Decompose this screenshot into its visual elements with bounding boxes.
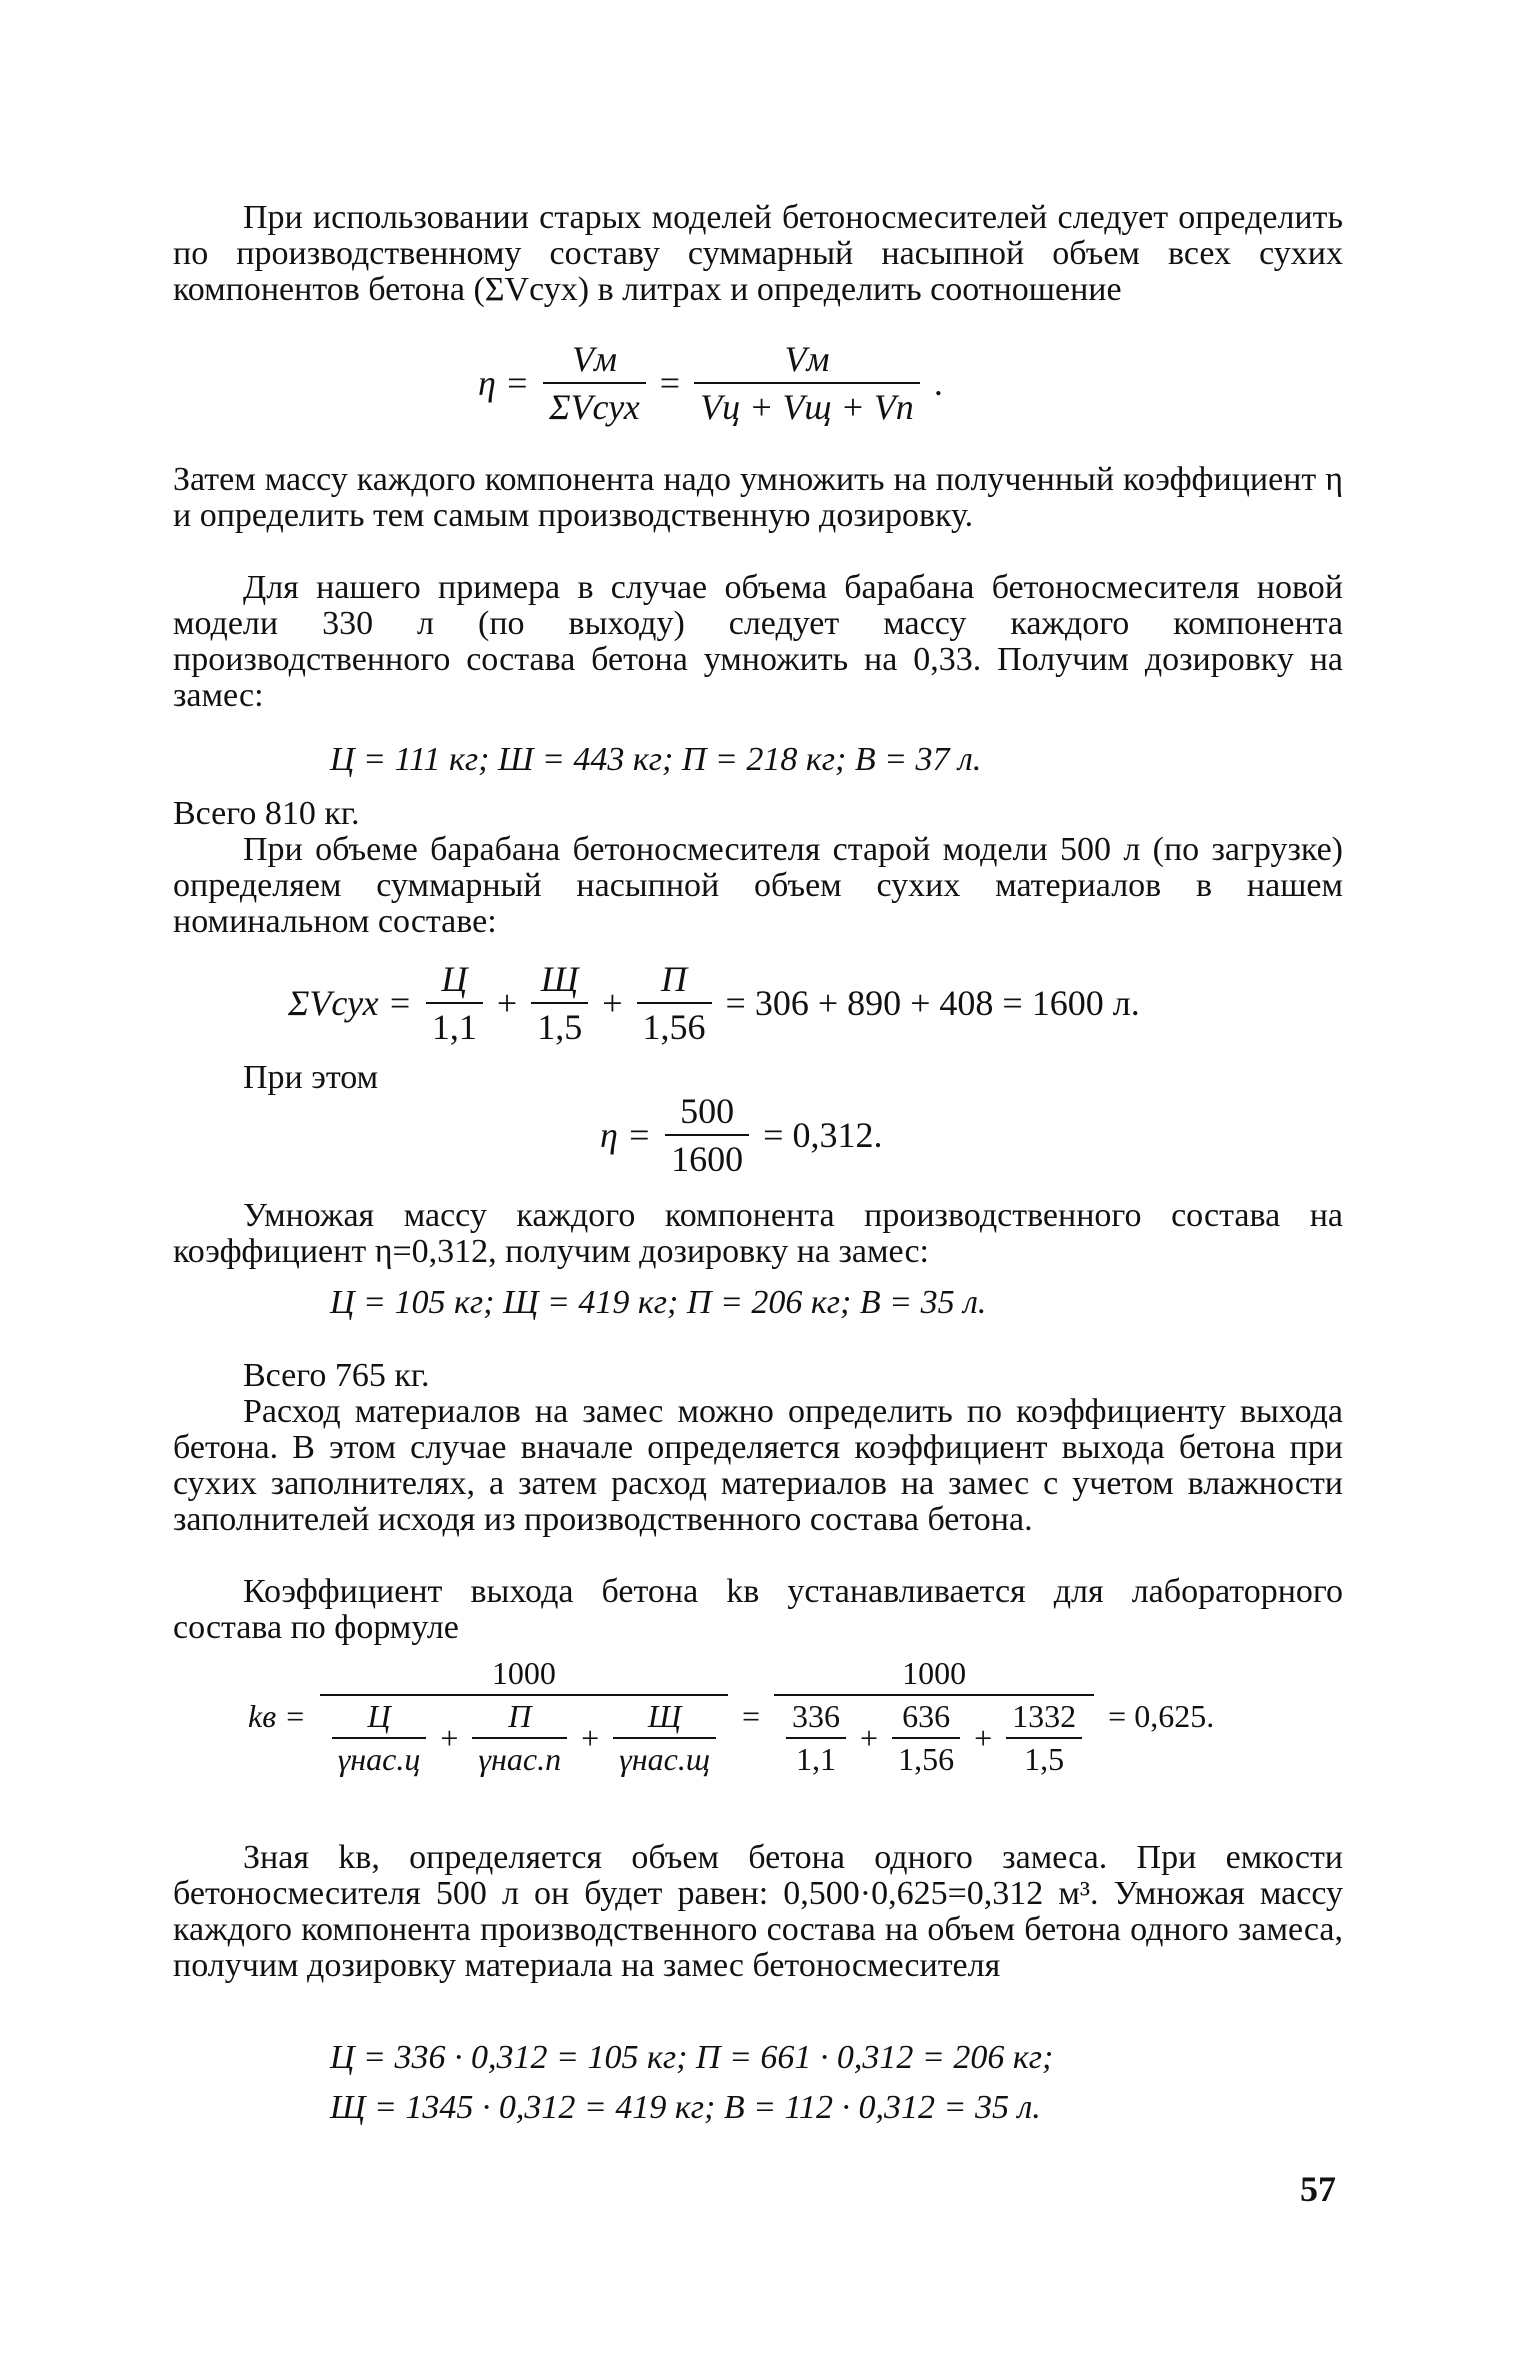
fraction-denominator: 1,1 [431, 1007, 477, 1047]
formula-tail: . [933, 363, 943, 403]
paragraph-text: Умножая массу каждого компонента производственного состава на коэффициент η=0,312, получим дозировку на замес: [173, 1197, 1343, 1270]
paragraph-text: Для нашего примера в случае объема барабана бетоносмесителя новой модели 330 л (по выходу) следует массу каждого компонента производственного состава бетона умножить на 0,33. Получим дозировку на замес: [173, 569, 1343, 714]
formula-rhs: = 0,312. [763, 1115, 883, 1155]
formula-eta [470, 338, 951, 428]
page-number: 57 [1300, 2169, 1336, 2209]
paragraph-4 [173, 832, 1343, 940]
formula-lhs: ΣVсух = [288, 983, 412, 1023]
total-2: Всего 765 кг. [243, 1357, 430, 1394]
paragraph-2 [173, 462, 1343, 534]
formula-lhs: η = [600, 1115, 652, 1155]
dose-line-2: Ц = 105 кг; Щ = 419 кг; П = 206 кг; В = 35 л. [330, 1284, 987, 1321]
paragraph-7 [173, 1394, 1343, 1538]
fraction-numerator: Vм [694, 338, 920, 384]
paragraph-6 [173, 1198, 1343, 1270]
fraction-denominator: 1600 [671, 1139, 744, 1179]
fraction-numerator: 336 [786, 1698, 846, 1739]
formula-lhs: η = [478, 363, 530, 403]
paragraph-text: При объеме барабана бетоносмесителя старой модели 500 л (по загрузке) определяем суммарный насыпной объем сухих материалов в нашем номинальном составе: [173, 831, 1343, 940]
paragraph-3 [173, 570, 1343, 714]
paragraph-5-lead: При этом [243, 1059, 379, 1096]
fraction-denominator: 1,56 [898, 1741, 955, 1777]
fraction-denominator: 1,5 [1024, 1741, 1065, 1777]
fraction-denominator: γнас.щ [619, 1741, 710, 1777]
fraction-numerator: Щ [613, 1698, 716, 1739]
fraction-denominator: 1,5 [537, 1007, 583, 1047]
formula-rhs: = 0,625. [1108, 1698, 1215, 1734]
fraction-numerator: П [637, 958, 712, 1004]
fraction-numerator: Щ [531, 958, 588, 1004]
equals-sign: = [659, 363, 681, 403]
fraction-denominator: 1,56 [642, 1007, 706, 1047]
formula-lhs: kв = [248, 1698, 306, 1734]
formula-eta-value [592, 1090, 890, 1180]
fraction-numerator: 1332 [1006, 1698, 1082, 1739]
fraction-numerator: П [472, 1698, 567, 1739]
formula-sum-volume: ΣVсух = $\frac{Ц}{1,1}$ + $\frac{Щ}{1,5}$ + $\frac{П}{1,56}$ = 306 + 890 + 408 = 1600 л. [288, 959, 1140, 1047]
fraction-numerator: Vм [543, 338, 646, 384]
dose-line-3b: Щ = 1345 · 0,312 = 419 кг; В = 112 · 0,312 = 35 л. [330, 2089, 1041, 2126]
paragraph-text: Затем массу каждого компонента надо умножить на полученный коэффициент η и определить тем самым производственную дозировку. [173, 461, 1343, 534]
formula-rhs: = 306 + 890 + 408 = 1600 л. [725, 983, 1140, 1023]
fraction-numerator: 500 [665, 1090, 749, 1136]
dose-line-1: Ц = 111 кг; Ш = 443 кг; П = 218 кг; В = 37 л. [330, 741, 982, 778]
fraction-numerator: 636 [892, 1698, 960, 1739]
total-1: Всего 810 кг. [173, 795, 360, 832]
fraction-denominator: γнас.п [478, 1741, 562, 1777]
paragraph-8 [173, 1574, 1343, 1646]
paragraph-9 [173, 1840, 1343, 1984]
fraction-denominator: ΣVсух [549, 387, 640, 427]
fraction-numerator: 1000 [774, 1655, 1094, 1696]
paragraph-text: При использовании старых моделей бетоносмесителей следует определить по производственному составу суммарный насыпной объем всех сухих компонентов бетона (ΣVсух) в литрах и определить соотношение [173, 199, 1343, 308]
fraction-denominator: Vц + Vщ + Vп [700, 387, 914, 427]
paragraph-text: Коэффициент выхода бетона kв устанавливается для лабораторного состава по формуле [173, 1573, 1343, 1646]
fraction-numerator: 1000 [320, 1655, 728, 1696]
fraction-denominator: γнас.ц [337, 1741, 421, 1777]
fraction-numerator: Ц [426, 958, 483, 1004]
paragraph-text: Зная kв, определяется объем бетона одного замеса. При емкости бетоносмесителя 500 л он будет равен: 0,500·0,625=0,312 м³. Умножая массу каждого компонента производственного состава на объем бетона одного замеса, получим дозировку материала на замес бетоносмесителя [173, 1839, 1343, 1984]
paragraph-1 [173, 200, 1343, 308]
dose-line-3a: Ц = 336 · 0,312 = 105 кг; П = 661 · 0,312 = 206 кг; [330, 2039, 1054, 2076]
formula-yield-coefficient: kв = 1000 $\frac{Ц}{\text{γнас.ц}}$ + $\frac{П}{\text{γнас.п}}$ + $\frac{Щ}{\text{γнас.щ}}$ = 1000 $\frac{336}{1,1}$ + $\frac{636}{1,56}$ + $\frac{1332}{1,5}$ = 0,625. [248, 1655, 1215, 1777]
equals-sign: = [742, 1698, 761, 1734]
fraction-denominator: 1,1 [796, 1741, 837, 1777]
paragraph-text: Расход материалов на замес можно определить по коэффициенту выхода бетона. В этом случае вначале определяется коэффициент выхода бетона при сухих заполнителях, а затем расход материалов на замес с учетом влажности заполнителей исходя из производственного состава бетона. [173, 1393, 1343, 1538]
fraction-numerator: Ц [332, 1698, 427, 1739]
